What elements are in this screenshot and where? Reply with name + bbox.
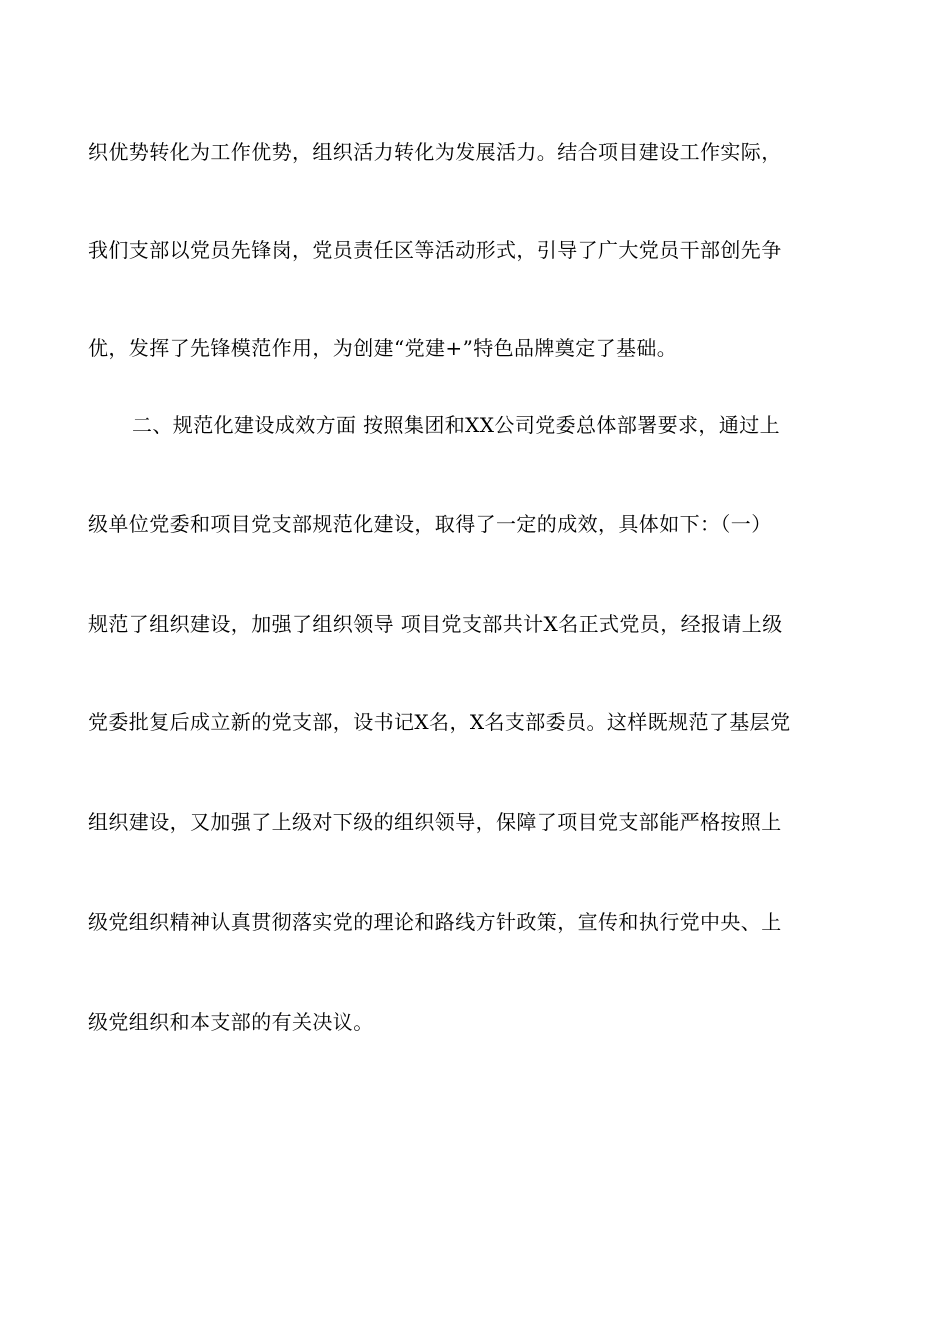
paragraph-line-6: 规范了组织建设，加强了组织领导 项目党支部共计X名正式党员，经报请上级	[88, 612, 783, 636]
paragraph-line-5: 级单位党委和项目党支部规范化建设，取得了一定的成效，具体如下：（一）	[88, 512, 772, 536]
paragraph-line-7: 党委批复后成立新的党支部，设书记X名，X名支部委员。这样既规范了基层党	[88, 710, 791, 734]
section-heading-line: 二、规范化建设成效方面 按照集团和XX公司党委总体部署要求，通过上	[132, 413, 781, 437]
paragraph-line-8: 组织建设，又加强了上级对下级的组织领导，保障了项目党支部能严格按照上	[88, 810, 782, 834]
paragraph-line-3: 优，发挥了先锋模范作用，为创建“党建+”特色品牌奠定了基础。	[88, 336, 678, 360]
paragraph-line-1: 织优势转化为工作优势，组织活力转化为发展活力。结合项目建设工作实际，	[88, 140, 782, 164]
paragraph-line-2: 我们支部以党员先锋岗，党员责任区等活动形式，引导了广大党员干部创先争	[88, 238, 782, 262]
paragraph-line-9: 级党组织精神认真贯彻落实党的理论和路线方针政策，宣传和执行党中央、上	[88, 910, 782, 934]
paragraph-line-10: 级党组织和本支部的有关决议。	[88, 1010, 374, 1034]
